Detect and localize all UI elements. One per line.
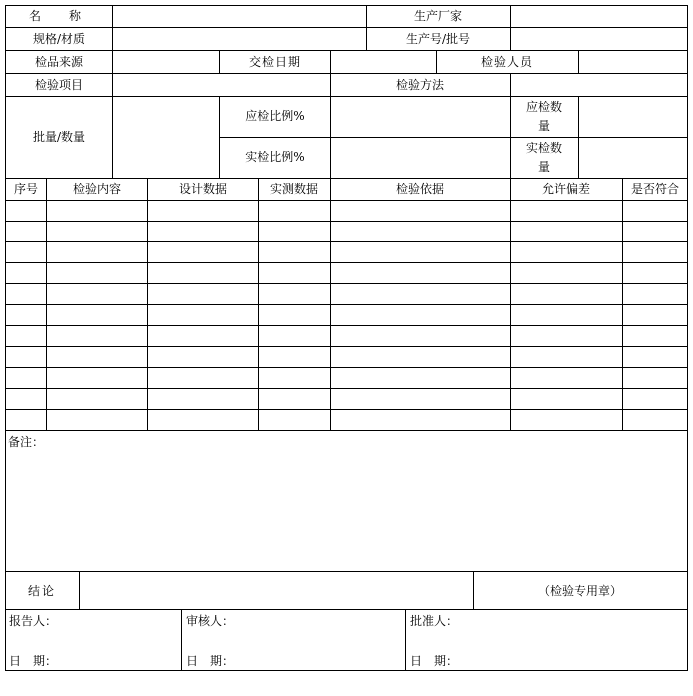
actual-qty-label: 实检数 <box>525 141 563 155</box>
table-row-line <box>5 325 688 326</box>
row-line-3 <box>5 73 688 74</box>
col-line <box>79 571 80 609</box>
row-line-1 <box>5 27 688 28</box>
column-header: 检验依据 <box>395 182 445 196</box>
column-header: 是否符合 <box>630 182 680 196</box>
seal-text: （检验专用章） <box>537 584 623 598</box>
table-row-line <box>5 304 688 305</box>
submit-date-label: 交检日期 <box>248 55 302 69</box>
table-row-line <box>5 346 688 347</box>
inspection-item-label: 检验项目 <box>34 78 84 92</box>
row-line-7 <box>5 200 688 201</box>
col-line <box>330 96 331 178</box>
batch-qty-label: 批量/数量 <box>32 130 86 144</box>
inspection-method-label: 检验方法 <box>395 78 445 92</box>
col-line <box>366 5 367 50</box>
date-label: 日 期： <box>9 654 58 668</box>
col-line <box>436 50 437 73</box>
reviewer-label: 审核人： <box>186 614 235 628</box>
production-no-label: 生产号/批号 <box>405 32 471 46</box>
table-col-line <box>46 178 47 430</box>
col-line <box>405 609 406 670</box>
col-line <box>219 50 220 73</box>
approver-label: 批准人： <box>410 614 459 628</box>
table-row-line <box>5 430 688 431</box>
col-line <box>330 50 331 96</box>
table-col-line <box>147 178 148 430</box>
conclusion-bottom-line <box>5 609 688 610</box>
inspector-label: 检验人员 <box>480 55 534 69</box>
col-line <box>510 5 511 50</box>
remarks-label: 备注： <box>8 435 45 449</box>
required-qty-label: 量 <box>537 119 551 133</box>
conclusion-label: 结论 <box>27 584 57 598</box>
date-label: 日 期： <box>186 654 235 668</box>
table-row-line <box>5 221 688 222</box>
column-header: 实测数据 <box>269 182 319 196</box>
row-line-5 <box>219 137 688 138</box>
border-bottom <box>5 670 688 671</box>
required-qty-label: 应检数 <box>525 100 563 114</box>
col-line <box>473 571 474 609</box>
table-row-line <box>5 241 688 242</box>
border-right <box>687 5 688 671</box>
table-row-line <box>5 388 688 389</box>
sample-source-label: 检品来源 <box>34 55 84 69</box>
reporter-label: 报告人： <box>9 614 58 628</box>
table-col-line <box>258 178 259 430</box>
manufacturer-label: 生产厂家 <box>413 9 463 23</box>
col-line <box>510 73 511 96</box>
actual-qty-label: 量 <box>537 160 551 174</box>
col-line <box>578 96 579 178</box>
col-line <box>510 96 511 178</box>
table-col-line <box>622 178 623 430</box>
name-label: 名 称 <box>28 9 90 23</box>
required-ratio-label: 应检比例% <box>245 109 305 123</box>
col-line <box>219 96 220 178</box>
row-line-6 <box>5 178 688 179</box>
spec-label: 规格/材质 <box>32 32 86 46</box>
column-header: 设计数据 <box>178 182 228 196</box>
column-header: 检验内容 <box>72 182 122 196</box>
column-header: 允许偏差 <box>541 182 591 196</box>
column-header: 序号 <box>13 182 39 196</box>
table-row-line <box>5 409 688 410</box>
table-row-line <box>5 283 688 284</box>
table-col-line <box>330 178 331 430</box>
border-top <box>5 5 688 6</box>
actual-ratio-label: 实检比例% <box>245 150 305 164</box>
date-label: 日 期： <box>410 654 459 668</box>
row-line-2 <box>5 50 688 51</box>
remarks-bottom-line <box>5 571 688 572</box>
border-left <box>5 5 6 671</box>
row-line-4 <box>5 96 688 97</box>
table-row-line <box>5 367 688 368</box>
col-line <box>578 50 579 73</box>
col-line <box>181 609 182 670</box>
col-line <box>112 5 113 178</box>
table-col-line <box>510 178 511 430</box>
table-row-line <box>5 262 688 263</box>
